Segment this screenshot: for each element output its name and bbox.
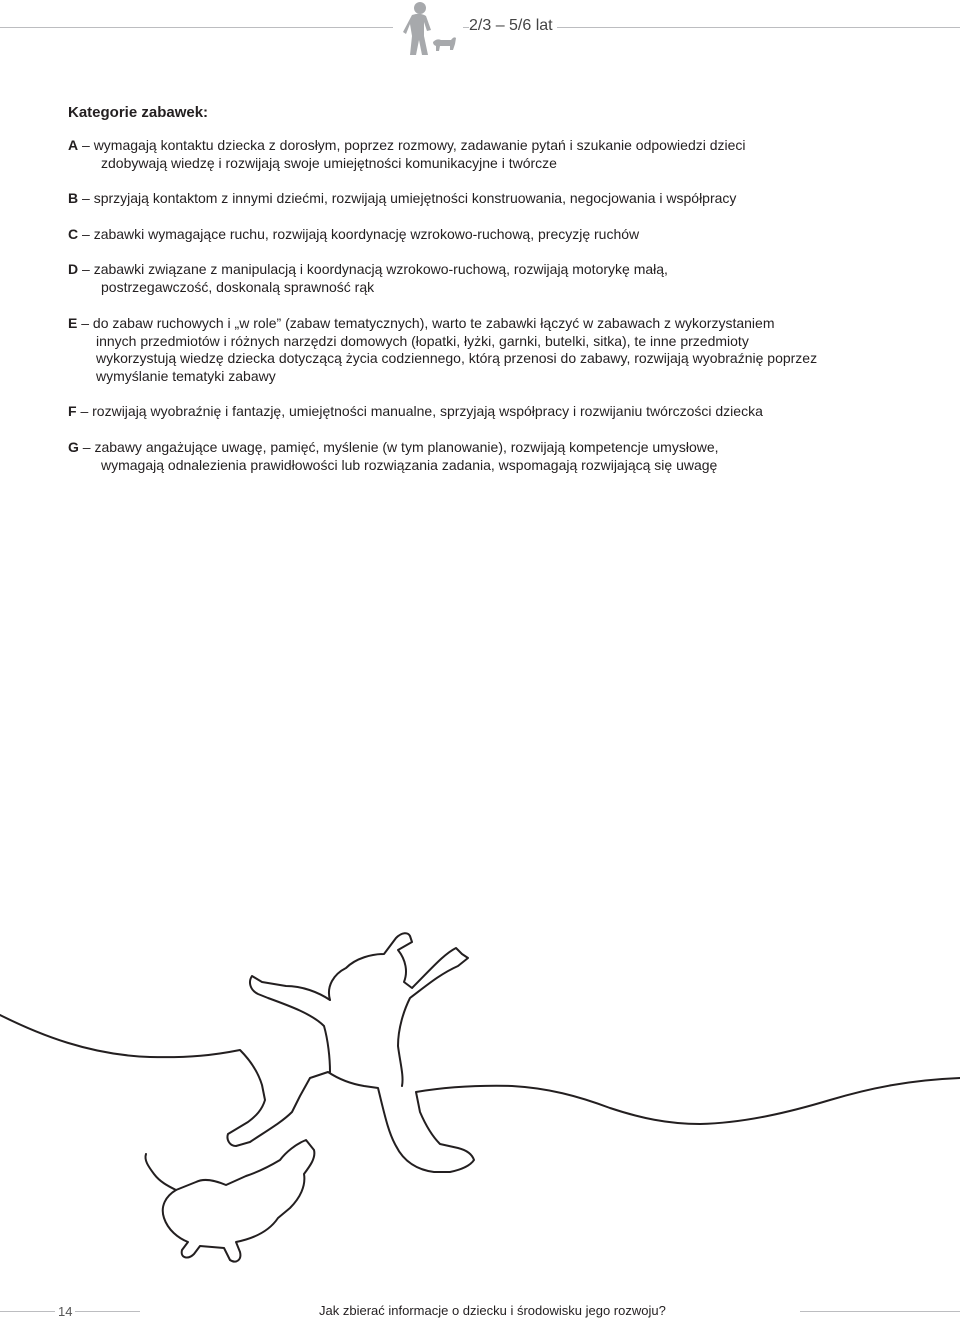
category-letter: F — [68, 403, 77, 419]
category-text-line: – wymagają kontaktu dziecka z dorosłym, poprzez rozmowy, zadawanie pytań i szukanie odpowiedzi dzieci — [82, 137, 746, 153]
category-letter: G — [68, 439, 79, 455]
category-letter: E — [68, 315, 78, 331]
adult-and-child-icon — [393, 0, 463, 58]
category-letter: B — [68, 190, 79, 206]
category-g — [68, 439, 898, 474]
category-text-line: – sprzyjają kontaktom z innymi dziećmi, rozwijają umiejętności konstruowania, negocjowania i współpracy — [82, 190, 737, 206]
category-f — [68, 403, 898, 421]
category-c — [68, 226, 898, 244]
category-d — [68, 261, 898, 296]
category-b — [68, 190, 898, 208]
category-e — [68, 315, 898, 385]
category-text-line: postrzegawczość, doskonalą sprawność rąk — [101, 278, 375, 295]
category-letter: C — [68, 226, 79, 242]
category-letter: D — [68, 261, 79, 277]
category-text-line: innych przedmiotów i różnych narzędzi domowych (łopatki, łyżki, garnki, butelki, sitka), te inne przedmioty — [96, 332, 749, 349]
category-text-line: wymyślanie tematyki zabawy — [96, 367, 276, 384]
category-text-line: – rozwijają wyobraźnię i fantazję, umiejętności manualne, sprzyjają współpracy i rozwijaniu twórczości dziecka — [80, 403, 763, 419]
running-child-and-dog-outline-icon — [0, 850, 960, 1270]
category-text-line: zdobywają wiedzę i rozwijają swoje umiejętności komunikacyjne i twórcze — [101, 154, 557, 171]
category-text-line: – zabawy angażujące uwagę, pamięć, myślenie (w tym planowanie), rozwijają kompetencje umysłowe, — [82, 439, 719, 455]
category-text-line: wymagają odnalezienia prawidłowości lub rozwiązania zadania, wspomagają rozwijającą się uwagę — [101, 456, 718, 473]
category-text-line: – do zabaw ruchowych i „w role” (zabaw tematycznych), warto te zabawki łączyć w zabawach z wykorzystaniem — [81, 315, 775, 331]
section-title: Kategorie zabawek: — [68, 104, 209, 121]
age-range-label: 2/3 – 5/6 lat — [469, 17, 557, 35]
category-text-line: – zabawki wymagające ruchu, rozwijają koordynację wzrokowo-ruchową, precyzję ruchów — [82, 226, 640, 242]
category-letter: A — [68, 137, 79, 153]
category-a — [68, 137, 898, 172]
footer-title: Jak zbierać informacje o dziecku i środowisku jego rozwoju? — [319, 1303, 666, 1318]
category-text-line: wykorzystują wiedzę dziecka dotyczącą życia codziennego, którą przenosi do zabawy, rozwijają wyobraźnię poprzez — [96, 350, 818, 366]
category-text-line: – zabawki związane z manipulacją i koordynacją wzrokowo-ruchową, rozwijają motorykę małą, — [82, 261, 668, 277]
page-number: 14 — [55, 1304, 75, 1319]
